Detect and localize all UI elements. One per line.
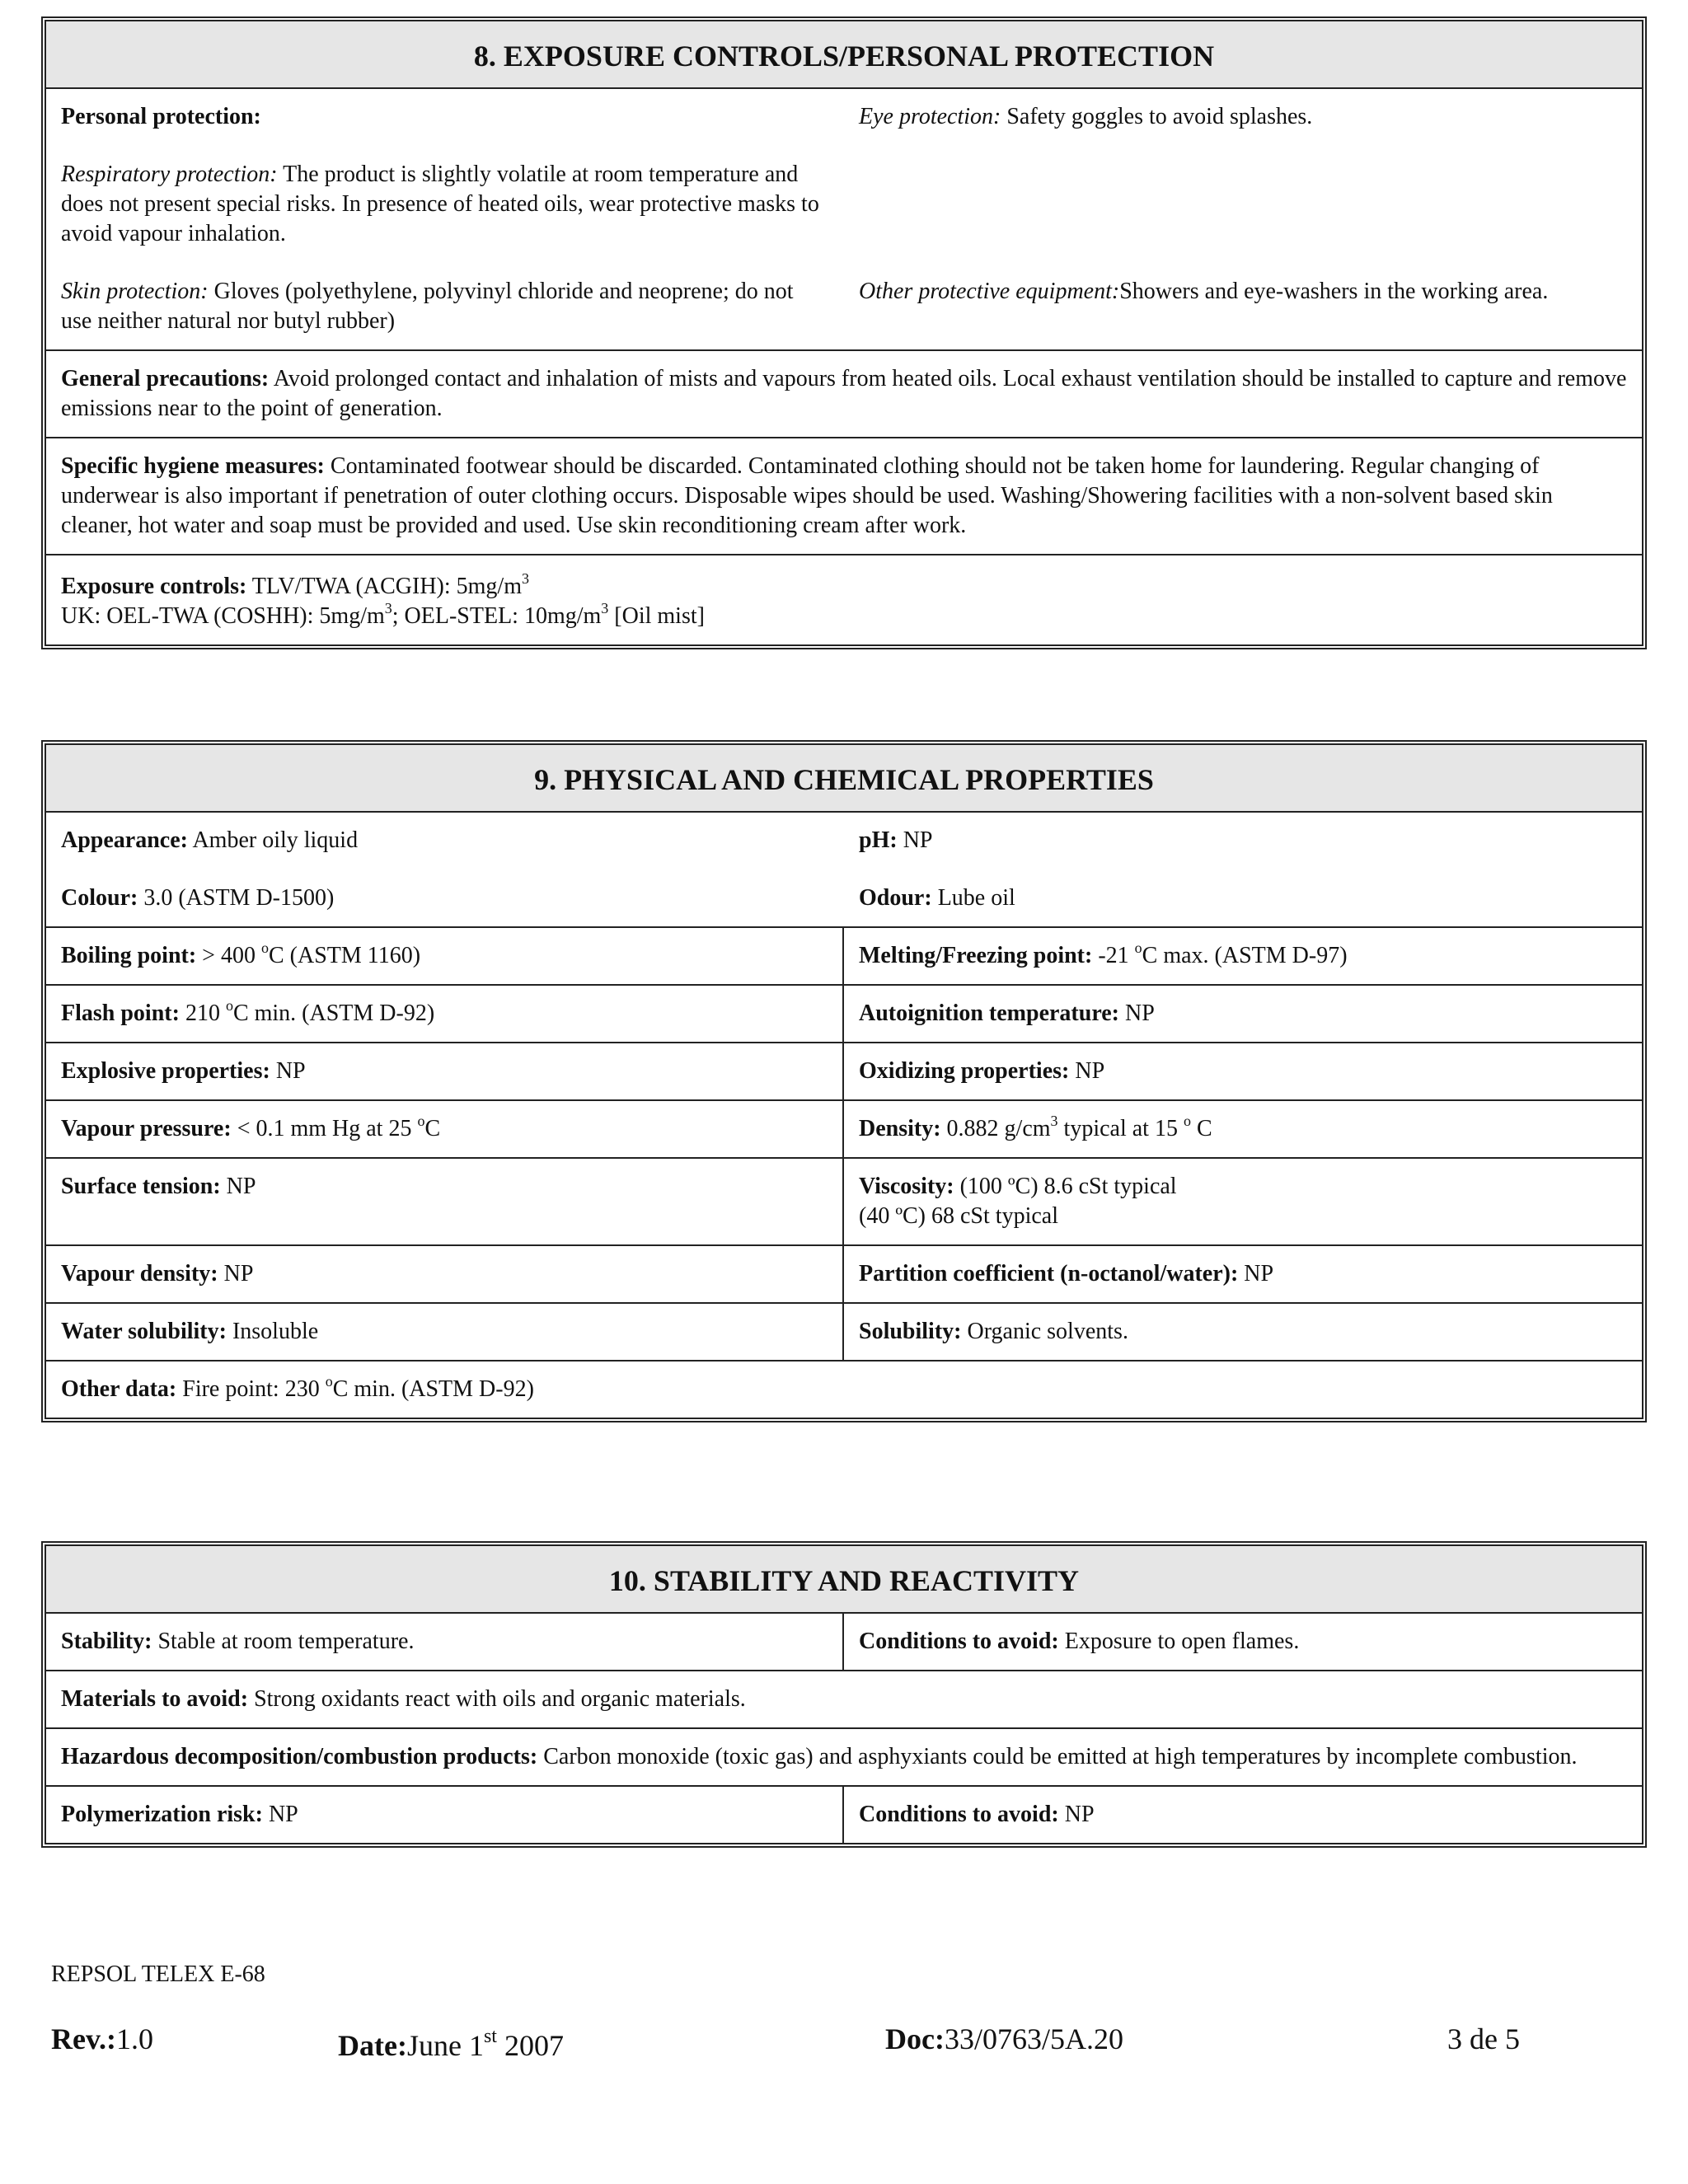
product-name: REPSOL TELEX E-68 — [51, 1961, 265, 1987]
respiratory-protection: Respiratory protection: The product is slightly volatile at room temperature and does not present special risks. In presence of heated oils, wear protective masks to avoid vapour inhalation. — [61, 162, 819, 246]
general-precautions-row: General precautions: Avoid prolonged contact and inhalation of mists and vapours from heated oils. Local exhaust ventilation should be installed to capture and remove emissions near to the point of generation. — [46, 351, 1642, 438]
personal-protection-row — [46, 89, 1642, 351]
section-8-exposure-controls — [41, 16, 1647, 649]
section-10-stability-reactivity — [41, 1541, 1647, 1848]
document-number: Doc:33/0763/5A.20 — [885, 2022, 1123, 2055]
water-solubility-row: Water solubility: Insoluble Solubility: Organic solvents. — [46, 1304, 1642, 1361]
appearance-row: Appearance: Amber oily liquid Colour: 3.0 (ASTM D-1500) pH: NP Odour: Lube oil — [46, 813, 1642, 928]
hygiene-measures-row: Specific hygiene measures: Contaminated footwear should be discarded. Contaminated clothing should not be taken home for laundering. Regular changing of underwear is also important if penetration of outer clothing occurs. Disposable wipes should be used. Washing/Showering facilities with a non-solvent based skin cleaner, hot water and soap must be provided and used. Use skin reconditioning cream after work. — [46, 438, 1642, 555]
page-number: 3 de 5 — [1447, 2022, 1520, 2055]
personal-protection-label: Personal protection: — [61, 104, 261, 129]
exposure-controls-row: Exposure controls: TLV/TWA (ACGIH): $5mg/m^3$ UK: OEL-TWA (COSHH): $5mg/m^3$; OEL-STEL: $10mg/m^3$ [Oil mist] — [61, 570, 705, 629]
section-title: 10. STABILITY AND REACTIVITY — [46, 1546, 1642, 1614]
eye-protection: Eye protection: Safety goggles to avoid splashes. — [859, 104, 1313, 129]
polymerization-row: Polymerization risk: NP Conditions to avoid: NP — [46, 1787, 1642, 1843]
section-9-physical-chemical — [41, 740, 1647, 1422]
other-protective-equipment: Other protective equipment:Showers and eye-washers in the working area. — [859, 279, 1549, 304]
explosive-oxidizing-row: Explosive properties: NP Oxidizing properties: NP — [46, 1043, 1642, 1101]
document-footer — [51, 2018, 1617, 2067]
boiling-melting-row: Boiling point: > 400 $^o$C (ASTM 1160) Melting/Freezing point: -21 $^o$C max. (ASTM D-97) — [46, 928, 1642, 986]
hazardous-decomposition-row: Hazardous decomposition/combustion products: Carbon monoxide (toxic gas) and asphyxiants could be emitted at high temperatures by incomplete combustion. — [46, 1729, 1642, 1787]
surface-viscosity-row: Surface tension: NP Viscosity: (100 ºC) 8.6 cSt typical (40 ºC) 68 cSt typical — [46, 1159, 1642, 1246]
flash-autoignition-row: Flash point: 210 $^o$C min. (ASTM D-92) Autoignition temperature: NP — [46, 986, 1642, 1043]
vapour-pressure-density-row: Vapour pressure: < 0.1 mm Hg at 25 $^o$C Density: 0.882 $g/cm^3$ typical at 15 $^o$ C — [46, 1101, 1642, 1159]
revision: Rev.:1.0 — [51, 2022, 153, 2055]
section-title: 9. PHYSICAL AND CHEMICAL PROPERTIES — [46, 745, 1642, 813]
date: Date:June 1st 2007 — [338, 2026, 564, 2062]
vapour-density-partition-row: Vapour density: NP Partition coefficient (n-octanol/water): NP — [46, 1246, 1642, 1304]
materials-to-avoid-row: Materials to avoid: Strong oxidants react with oils and organic materials. — [46, 1671, 1642, 1729]
section-title: 8. EXPOSURE CONTROLS/PERSONAL PROTECTION — [46, 21, 1642, 89]
stability-row: Stability: Stable at room temperature. Conditions to avoid: Exposure to open flames. — [46, 1614, 1642, 1671]
skin-protection: Skin protection: Gloves (polyethylene, polyvinyl chloride and neoprene; do not use neither natural nor butyl rubber) — [61, 279, 794, 334]
other-data-row: Other data: Fire point: 230 $^o$C min. (ASTM D-92) — [61, 1373, 534, 1402]
